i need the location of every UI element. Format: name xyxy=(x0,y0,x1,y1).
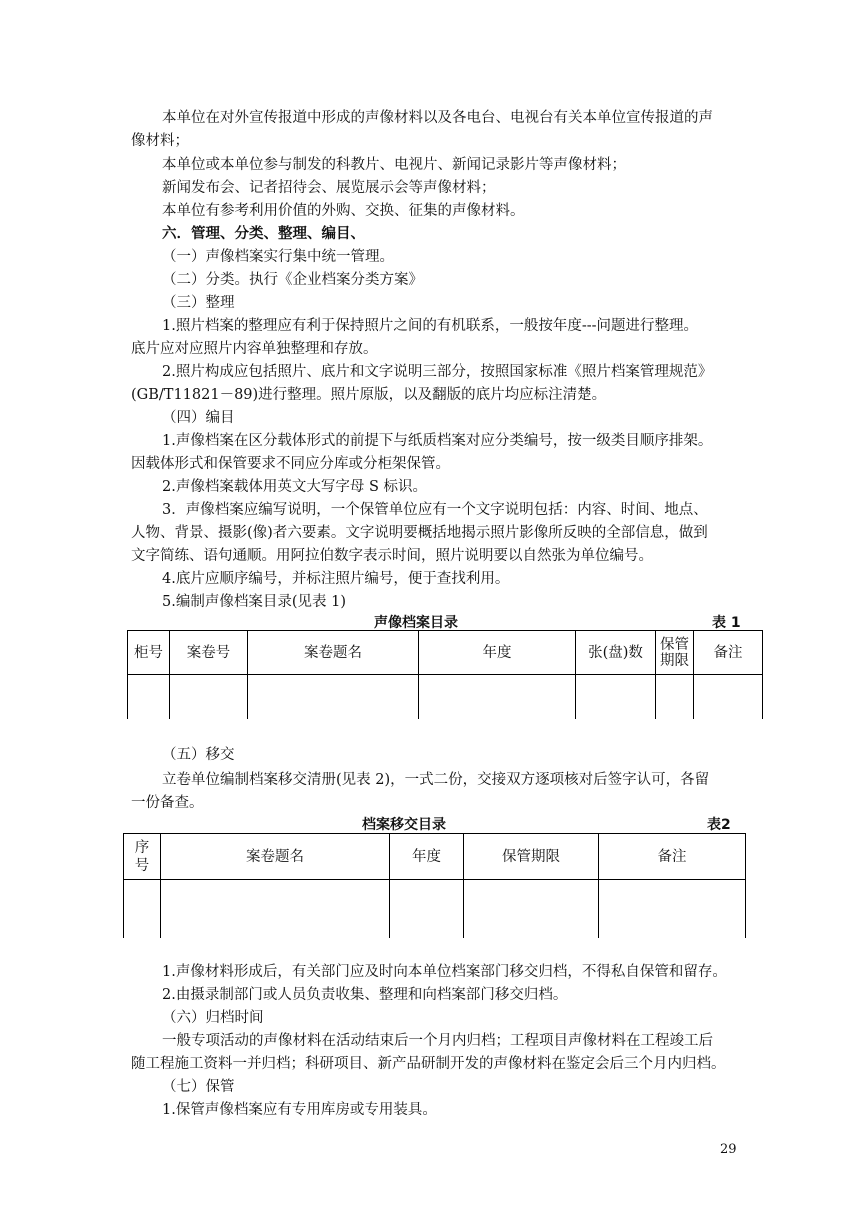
table1-title: 声像档案目录 xyxy=(374,615,458,631)
table2-header-cell: 案卷题名 xyxy=(161,834,390,880)
paragraph-line: 2.声像档案载体用英文大写字母 S 标识。 xyxy=(162,479,427,495)
paragraph-line: 1.声像材料形成后，有关部门应及时向本单位档案部门移交归档，不得私自保管和留存。 xyxy=(162,964,727,980)
paragraph-line: (GB/T11821－89)进行整理。照片原版，以及翻版的底片均应标注清楚。 xyxy=(131,387,607,403)
page-number: 29 xyxy=(720,1142,737,1157)
paragraph-line: 随工程施工资料一并归档；科研项目、新产品研制开发的声像材料在鉴定会后三个月内归档。 xyxy=(131,1056,726,1072)
paragraph-line: 1.声像档案在区分载体形式的前提下与纸质档案对应分类编号，按一级类目顺序排架。 xyxy=(162,433,713,449)
paragraph-line: 本单位在对外宣传报道中形成的声像材料以及各电台、电视台有关本单位宣传报道的声 xyxy=(162,110,713,126)
table2-header-cell: 年度 xyxy=(390,834,464,880)
paragraph-line: 一份备查。 xyxy=(131,795,204,811)
table1-header-cell: 案卷题名 xyxy=(248,631,419,675)
subsection-line: （一）声像档案实行集中统一管理。 xyxy=(162,249,394,265)
subsection-heading: （六）归档时间 xyxy=(162,1010,264,1026)
paragraph-line: 5.编制声像档案目录(见表 1) xyxy=(162,594,346,610)
table1-header-cell: 张(盘)数 xyxy=(576,631,656,675)
table1-header-cell: 柜号 xyxy=(128,631,170,675)
table-cell xyxy=(599,880,746,938)
table-row xyxy=(128,675,763,719)
table-row xyxy=(124,880,746,938)
table1-header-cell: 保管期限 xyxy=(656,631,694,675)
paragraph-line: 底片应对应照片内容单独整理和存放。 xyxy=(131,341,378,357)
subsection-heading: （七）保管 xyxy=(162,1079,235,1095)
table-cell xyxy=(464,880,599,938)
table2-header-cell: 保管期限 xyxy=(464,834,599,880)
paragraph-line: 2.照片构成应包括照片、底片和文字说明三部分，按照国家标准《照片档案管理规范》 xyxy=(162,364,713,380)
paragraph-line: 1.保管声像档案应有专用库房或专用装具。 xyxy=(162,1102,437,1118)
table2-header-cell: 序号 xyxy=(124,834,161,880)
subsection-line: （二）分类。执行《企业档案分类方案》 xyxy=(162,272,423,288)
paragraph-line: 2.由摄录制部门或人员负责收集、整理和向档案部门移交归档。 xyxy=(162,987,568,1003)
table-cell xyxy=(419,675,576,719)
subsection-heading: （三）整理 xyxy=(162,295,235,311)
paragraph-line: 文字简练、语句通顺。用阿拉伯数字表示时间，照片说明要以自然张为单位编号。 xyxy=(131,548,653,564)
section-heading: 六．管理、分类、整理、编目、 xyxy=(162,226,365,242)
paragraph-line: 3．声像档案应编写说明，一个保管单位应有一个文字说明包括：内容、时间、地点、 xyxy=(162,502,708,518)
table-cell xyxy=(170,675,248,719)
paragraph-line: 像材料； xyxy=(131,133,189,149)
paragraph-line: 4.底片应顺序编号，并标注照片编号，便于查找利用。 xyxy=(162,571,510,587)
paragraph-line: 因载体形式和保管要求不同应分库或分柜架保管。 xyxy=(131,456,450,472)
paragraph-line: 人物、背景、摄影(像)者六要素。文字说明要概括地揭示照片影像所反映的全部信息，做到 xyxy=(131,525,708,541)
paragraph-line: 立卷单位编制档案移交清册(见表 2)，一式二份，交接双方逐项核对后签字认可，各留 xyxy=(162,772,710,788)
paragraph-line: 本单位或本单位参与制发的科教片、电视片、新闻记录影片等声像材料； xyxy=(162,157,626,173)
table-cell xyxy=(390,880,464,938)
table2 xyxy=(123,833,746,938)
paragraph-line: 新闻发布会、记者招待会、展览展示会等声像材料； xyxy=(162,180,496,196)
table-cell xyxy=(161,880,390,938)
table-cell xyxy=(576,675,656,719)
paragraph-line: 一般专项活动的声像材料在活动结束后一个月内归档；工程项目声像材料在工程竣工后 xyxy=(162,1033,713,1049)
table2-title: 档案移交目录 xyxy=(362,817,446,833)
table2-header-cell: 备注 xyxy=(599,834,746,880)
subsection-heading: （四）编目 xyxy=(162,410,235,426)
table-cell xyxy=(694,675,763,719)
table2-label: 表2 xyxy=(707,817,731,833)
paragraph-line: 1.照片档案的整理应有利于保持照片之间的有机联系，一般按年度---问题进行整理。 xyxy=(162,318,699,334)
table1-header-cell: 案卷号 xyxy=(170,631,248,675)
table-cell xyxy=(248,675,419,719)
table-cell xyxy=(656,675,694,719)
paragraph-line: 本单位有参考利用价值的外购、交换、征集的声像材料。 xyxy=(162,203,525,219)
table-cell xyxy=(124,880,161,938)
subsection-heading: （五）移交 xyxy=(162,747,235,763)
table1-header-cell: 年度 xyxy=(419,631,576,675)
table1-header-cell: 备注 xyxy=(694,631,763,675)
table1 xyxy=(127,630,763,719)
table-cell xyxy=(128,675,170,719)
table1-label: 表 1 xyxy=(712,615,741,631)
